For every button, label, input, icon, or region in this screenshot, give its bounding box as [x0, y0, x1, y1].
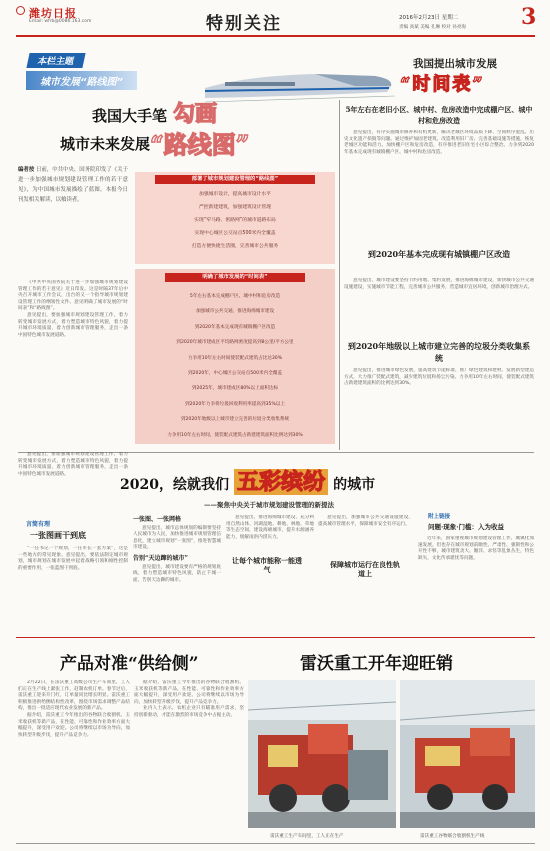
editor-credits: 责编 高斌 美编 孔琳 校对 孙亮海 [399, 25, 467, 30]
timetable-item: 到2020年力争将垃圾回收利用率提高到35%以上 [185, 401, 285, 407]
main-article-lead: 《中共中央国务院关于进一步加强城市规划建设管理工作的若干意见》近日印发。这是时隔37年后中央召开城市工作会议，出台的又一个指导城市规划建设管理工作的纲领性文件。意见明确了城市发展的“时间表”和“路线图”。 [18, 280, 128, 312]
timetable-item: 到2020年城市建成区平均路网密度提高到8公里/平方公里 [176, 340, 294, 346]
factory-image-icon [248, 680, 396, 828]
timetable-item: 力争用10年左右时间，使装配式建筑占新建建筑面积比例达到30% [167, 432, 303, 438]
bottom-headline-left: 产品对准“供给侧” [60, 654, 199, 674]
issue-date: 2016年2月23日 星期二 [399, 15, 459, 21]
roadmap-box-list [143, 188, 327, 253]
discussion-pre-paragraph: 意见提出，要加强城市规划建设管理工作，着力转变城市发展方式，着力塑造城市特色风貌，着力提升城市环境质量，着力创新城市管理服务，走出一条中国特色城市发展道路。 [18, 452, 128, 477]
banner-kicker: 本栏主题 [26, 53, 85, 68]
right-bottom-text [418, 536, 534, 631]
production-line-image-icon [400, 680, 535, 828]
discussion-paragraph: “一任书记一个规划，一任市长一套方案”，这是一些地方的常见现象。意见提出，要依法制定城市规划，城市规划在城市发展中起着战略引领和刚性控制的重要作用，一张蓝图干到底。 [18, 546, 128, 571]
bottom-rule [16, 637, 535, 638]
roadmap-item: 打造方便快捷生活圈，完善城市公共服务 [191, 244, 279, 249]
right-column-divider [339, 100, 340, 450]
harvester-caption-1: 雷沃重工生产车间里，工人正在生产 [270, 834, 344, 839]
roadmap-box-title: 部署了城市规划建设管理的“路线图” [155, 175, 315, 184]
timetable-item: 加强城市公共交通，推进海绵城市建设 [195, 309, 275, 315]
timetable-item: 到2020年基本完成现有城镇棚户区改造 [194, 324, 276, 330]
paper-logo [16, 6, 25, 15]
timetable-item: 5年左右基本完成棚户区、城中村和危房改造 [189, 294, 281, 299]
discussion-pre-text [18, 452, 128, 514]
five-color-headline [120, 465, 450, 505]
main-article-body: 意见提出，要加强城市规划建设管理工作，着力转变城市发展方式，着力塑造城市特色风貌，着力提升城市环境质量，着力创新城市管理服务，走出一条中国特色城市发展道路。 [18, 312, 128, 338]
discussion-body [18, 546, 128, 632]
roadmap-item: 实现“窄马路、密路网”的城市道路布局 [194, 218, 276, 223]
main-headline [60, 95, 290, 165]
roadmap-item: 严控新建建筑，加强建筑设计管理 [199, 205, 271, 210]
right-sub1-title: 5年左右在老旧小区、城中村、危房改造中完成棚户区、城中村和危房改造 [345, 105, 533, 125]
timetable-item: 力争用10年左右时间使装配式建筑占比达30% [187, 355, 283, 361]
harvester-photo-2 [400, 680, 535, 828]
bottom-headline-right: 雷沃重工开年迎旺销 [300, 654, 453, 674]
mid-item-text: 意见提出，加强城市公共交通设施建设，提高城市管理水平，保障城市安全有序运行。 [318, 515, 413, 527]
timetable-item: 到2025年，城市建成区80%以上面积达标 [191, 386, 279, 392]
mid-item-text: 意见提出，城市建设要有严格的规划底线，着力塑造城市特色风貌，防止千城一面，告别天边蹿的城市。 [133, 564, 221, 583]
right-sub3-title: 到2020年地级以上城市建立完善的垃圾分类收集系统 [347, 341, 531, 363]
mid-item-text: 意见提出，城市总体规划的编制要坚持人民城市为人民，加快推进城市规划管理信息化，建立城市规划“一张图”，推进智慧城市建设。 [133, 525, 221, 551]
mid-callout-1: 让每个城市能称一能透气 [232, 556, 302, 574]
bottom-edge [16, 843, 535, 844]
section-title: 特别关注 [206, 14, 282, 34]
paper-name: 潍坊日报 [29, 7, 77, 20]
five-color-highlight: 五彩缤纷 [234, 469, 328, 495]
right-bottom-title: 问题·现象·门槛：入为收益 [428, 523, 505, 531]
right-banner-line2: “时间表” [400, 74, 485, 95]
bottom-col-1-more: 据介绍，雷沃重工今年推出的谷物联合收割机、玉米收获机等新产品，在性能、可靠性和作业效率方面大幅提升，深受用户欢迎。公司将继续以市场为导向，加快转型升级步伐，提升产品竞争力。 [18, 712, 130, 738]
right-sub3-text [344, 368, 534, 448]
five-color-post: 的城市 [333, 477, 376, 493]
mid-col-1 [133, 515, 221, 630]
paper-url: Email: wfrb@0086.163.com [29, 19, 92, 24]
main-article [18, 280, 128, 448]
discussion-title: 一张图画干到底 [30, 530, 86, 540]
editor-note-text: 日前，中共中央、国务院印发了《关于进一步加强城市规划建设管理工作的若干意见》，为中国城市发展描绘了蓝图。本报今日刊发相关解读，以飨读者。 [18, 167, 128, 203]
right-bottom-kicker: 附上链接 [428, 514, 451, 520]
headline-line2-big: “路线图” [150, 130, 250, 159]
editor-note-label: 编者按 [18, 167, 35, 173]
headline-line2: 城市未来发展 [60, 135, 151, 153]
harvester-caption-2: 雷沃重工谷物联合收割机生产线 [420, 834, 485, 839]
bottom-col-1 [18, 680, 130, 842]
roadmap-item: 加强城市设计，提高城市设计水平 [199, 192, 271, 197]
page-number: 3 [521, 4, 537, 30]
timetable-box-list [143, 289, 327, 443]
editor-note [18, 165, 128, 275]
right-sub2-title: 到2020年基本完成现有城镇棚户区改造 [367, 249, 511, 259]
mid-item-title: 告别“天边蹿的城市” [133, 554, 188, 562]
bottom-col-2-more: 业内人士表示，农机企业只有瞄准用户需求，坚持创新驱动，才能在激烈的市场竞争中占据主动。 [134, 706, 244, 718]
timetable-item: 到2020年，中心城区公交站点500米内全覆盖 [188, 371, 282, 377]
timetable-box [135, 269, 335, 444]
bottom-col-1-text: 2月22日，在雷沃重工高级公司生产车间里，工人们正在生产线上紧张工作，赶制农机订单。春节过后，雷沃重工迎来开门红，订单量同比增长明显。雷沃重工积极推进供给侧结构性改革，围绕市场需求调整产品结构，推出一批适应现代农业发展的新产品。 [18, 680, 130, 712]
right-sub1-text [344, 130, 534, 240]
right-sub2-text [344, 278, 534, 338]
right-sub2-paragraph: 意见提出，城市建设要坚持节约用地、集约发展，推进海绵城市建设，加快城市公共交通设施建设，实施城市节能工程，完善城市公共服务，营造城市宜居环境，创新城市治理方式。 [344, 278, 534, 290]
harvester-photo-1 [248, 680, 396, 828]
mid-callout-2: 保障城市运行在良性轨道上 [330, 560, 400, 578]
headline-line1-big: 勾画 [173, 101, 218, 127]
five-color-pre: 2020，绘就我们 [120, 477, 229, 493]
roadmap-item: 实现中心城区公交站点500米内全覆盖 [194, 231, 276, 236]
mid-item-title: 一张图、一张网格 [133, 516, 182, 523]
masthead-rule [16, 35, 535, 37]
roadmap-box [135, 172, 335, 264]
left-banner [20, 50, 195, 92]
discussion-kicker: 言简有理 [26, 521, 51, 528]
timetable-item: 到2020年地级以上城市建立完善的垃圾分类收集系统 [180, 417, 290, 423]
right-sub1-paragraph: 意见提出，有序实施城市修补和有机更新，解决老城区环境品质下降、空间秩序混乱、历史文化遗产损毁等问题。通过维护加固老建筑、改造利用旧厂房、完善基础设施等措施，恢复老城区功能和活力。加快棚户区和危房改造，有序推进老旧住宅小区综合整治。力争到2020年基本完成现有城镇棚户区、城中村和危房改造。 [344, 130, 534, 155]
right-sub3-paragraph: 意见提出，推进城市绿色发展，提高建筑节能标准，推广绿色建筑和建材。发展新型建造方式，大力推广装配式建筑，减少建筑垃圾和扬尘污染。力争用10年左右时间，使装配式建筑占新建建筑面积的比例达到30%。 [344, 368, 534, 387]
timetable-box-title: 明确了城市发展的“时间表” [165, 273, 305, 282]
headline-line1: 我国大手笔 [92, 107, 168, 125]
right-bottom-paragraph: 近年来，国家重视城市规划建设管理工作，城镇化加速发展。但也存在城市规划前瞻性、严肃性、强制性和公开性不够，城市建筑贪大、媚洋、求怪等乱象丛生，特色缺失，文化传承堪忧等问题。 [418, 536, 534, 561]
five-color-subtitle: ——聚焦中央关于城市规划建设管理的新提法 [204, 501, 334, 509]
bottom-col-2-text: 据介绍，雷沃重工今年推出的谷物联合收割机、玉米收获机等新产品，在性能、可靠性和作业效率方面大幅提升，深受用户欢迎。公司将继续以市场为导向，加快转型升级步伐，提升产品竞争力。 [134, 680, 244, 705]
bottom-col-2 [134, 680, 244, 842]
right-banner-line1: 我国提出城市发展 [413, 58, 497, 70]
banner-title: 城市发展“路线图” [26, 71, 137, 90]
mid-item-text: 意见提出，推进海绵城市建设，充分利用自然山体、河湖湿地、耕地、林地、草地等生态空间，建设海绵城市，提升水源涵养能力，缓解雨洪内涝压力。 [226, 515, 314, 540]
